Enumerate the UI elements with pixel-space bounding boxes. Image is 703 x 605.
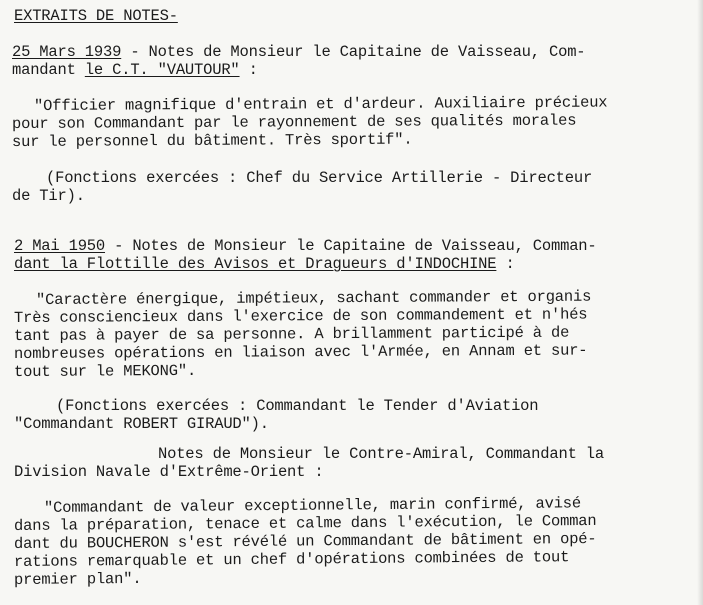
section3-quote-line: premier plan". — [13, 569, 142, 589]
section2-heading-text: - Notes de Monsieur le Capitaine de Vaisseau, Comman- — [105, 237, 597, 255]
section2-quote-line: nombreuses opérations en liaison avec l'Armée, en Annam et sur- — [13, 341, 588, 363]
section2-quote-line: Très consciencieux dans l'exercice de son commandement et n'hés — [13, 305, 588, 327]
section2-unit: dant la Flottille des Avisos et Dragueurs d'INDOCHINE — [14, 255, 497, 273]
section2-quote-line: "Caractère énergique, impétieux, sachant commander et organis — [35, 287, 592, 309]
section1-quote-line: pour son Commandant par le rayonnement de ses qualités morales — [11, 111, 577, 133]
section3-heading-line2: Division Navale d'Extrême-Orient : — [14, 463, 324, 481]
section3-quote-line: dant du BOUCHERON s'est révélé un Commandant de bâtiment en opé- — [13, 529, 597, 553]
section2-functions-line: "Commandant ROBERT GIRAUD"). — [14, 415, 269, 433]
section1-heading-pre: mandant — [12, 61, 85, 79]
section1-ship: le C.T. "VAUTOUR" — [84, 61, 240, 79]
section3-quote-line: "Commandant de valeur exceptionnelle, marin confirmé, avisé — [43, 494, 582, 517]
section1-heading-text: - Notes de Monsieur le Capitaine de Vaisseau, Com- — [121, 43, 586, 61]
section1-quote-line: sur le personnel du bâtiment. Très sportif". — [11, 130, 413, 151]
section3-quote-line: dans la préparation, tenace et calme dans l'exécution, le Comman — [13, 511, 597, 535]
document-title: EXTRAITS DE NOTES- — [14, 7, 178, 25]
page-edge-shadow — [697, 0, 703, 605]
section2-date: 2 Mai 1950 — [14, 237, 106, 255]
section3-heading-line1: Notes de Monsieur le Contre-Amiral, Commandant la — [158, 445, 604, 463]
section1-functions-line: (Fonctions exercées : Chef du Service Artillerie - Directeur — [46, 169, 593, 187]
section2-quote-line: tant pas à payer de sa personne. A brillamment participé à de — [13, 323, 570, 345]
section2-heading-line1 — [14, 238, 597, 255]
section2-functions-line: (Fonctions exercées : Commandant le Tender d'Aviation — [56, 397, 539, 415]
section2-heading-line2 — [14, 256, 515, 273]
section1-heading-post: : — [239, 61, 258, 79]
section2-heading-post: : — [496, 255, 515, 273]
section1-heading-line2 — [12, 62, 258, 79]
section2-quote-line: tout sur le MEKONG". — [13, 361, 197, 381]
section3-quote-line: rations remarquable et un chef d'opérations combinées de tout — [13, 548, 570, 571]
section1-functions-line: de Tir). — [12, 187, 85, 205]
section1-heading-line1 — [12, 44, 585, 61]
section1-date: 25 Mars 1939 — [12, 43, 122, 61]
section1-quote-line: "Officier magnifique d'entrain et d'ardeur. Auxiliaire précieux — [33, 93, 608, 115]
